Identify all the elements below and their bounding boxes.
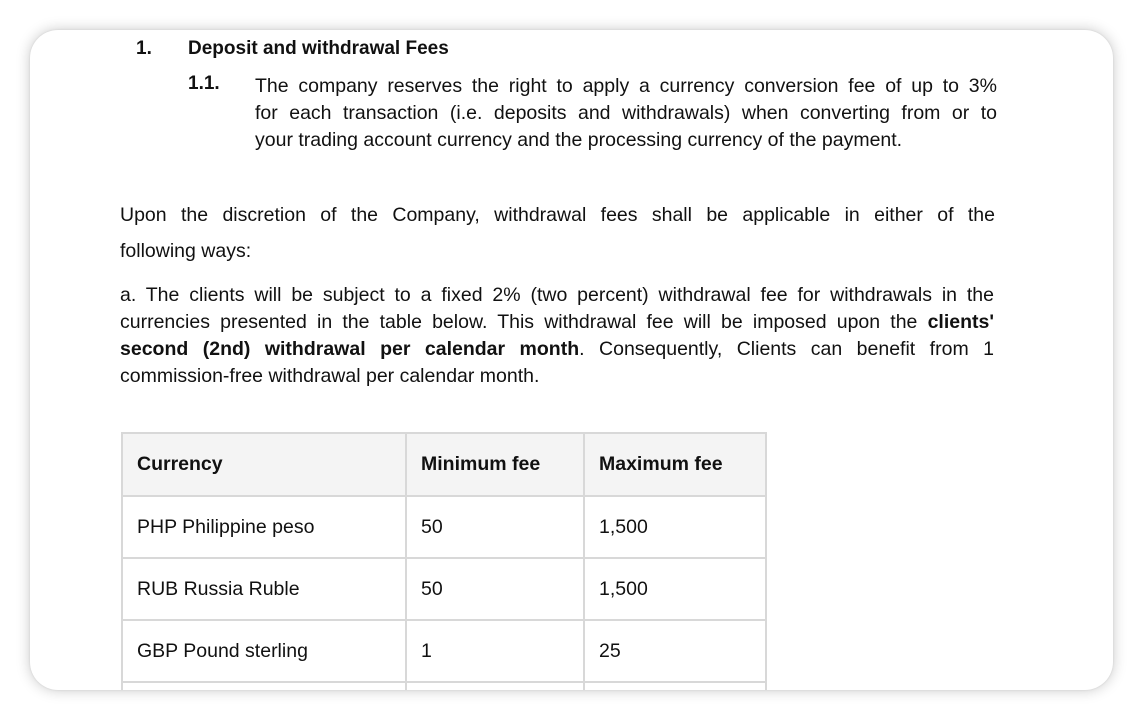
subsection-line: your trading account currency and the processing currency of the payment. xyxy=(255,129,903,151)
table-row xyxy=(122,496,766,558)
table-header-row xyxy=(122,433,766,496)
subsection-number: 1.1. xyxy=(188,73,220,94)
paragraph-line: commission-free withdrawal per calendar month. xyxy=(120,365,540,387)
paragraph-line: a. The clients will be subject to a fixed 2% (two percent) withdrawal fee for withdrawals in the xyxy=(120,284,994,306)
fixed-fee-paragraph xyxy=(120,282,994,390)
column-header-minimum-fee: Minimum fee xyxy=(406,433,584,496)
paragraph-text: . Consequently, Clients can benefit from 1 xyxy=(579,338,994,360)
table-row-partial xyxy=(122,682,766,690)
table-row xyxy=(122,558,766,620)
withdrawal-fee-table xyxy=(121,432,767,690)
cell-empty xyxy=(122,682,406,690)
cell-maximum-fee: 25 xyxy=(584,620,766,682)
document-page xyxy=(30,30,1113,690)
paragraph-bold-text: second (2nd) withdrawal per calendar month xyxy=(120,338,580,360)
cell-empty xyxy=(584,682,766,690)
paragraph-line: following ways: xyxy=(120,240,252,262)
column-header-maximum-fee: Maximum fee xyxy=(584,433,766,496)
cell-currency: RUB Russia Ruble xyxy=(122,558,406,620)
section-title: Deposit and withdrawal Fees xyxy=(188,38,449,59)
cell-maximum-fee: 1,500 xyxy=(584,496,766,558)
cell-empty xyxy=(406,682,584,690)
cell-minimum-fee: 50 xyxy=(406,496,584,558)
table-row xyxy=(122,620,766,682)
cell-maximum-fee: 1,500 xyxy=(584,558,766,620)
column-header-currency: Currency xyxy=(122,433,406,496)
paragraph-line: Upon the discretion of the Company, withdrawal fees shall be applicable in either of the xyxy=(120,204,995,226)
cell-currency: GBP Pound sterling xyxy=(122,620,406,682)
paragraph-text: currencies presented in the table below. This withdrawal fee will be imposed upon the xyxy=(120,311,928,333)
discretion-paragraph xyxy=(120,197,995,269)
document-frame xyxy=(30,30,1113,690)
paragraph-line xyxy=(120,336,994,363)
cell-minimum-fee: 50 xyxy=(406,558,584,620)
paragraph-bold-text: clients' xyxy=(927,311,994,333)
subsection-text xyxy=(255,73,997,154)
cell-minimum-fee: 1 xyxy=(406,620,584,682)
section-number: 1. xyxy=(136,38,152,59)
subsection-line: for each transaction (i.e. deposits and withdrawals) when converting from or to xyxy=(255,102,997,124)
subsection-line: The company reserves the right to apply a currency conversion fee of up to 3% xyxy=(255,75,997,97)
cell-currency: PHP Philippine peso xyxy=(122,496,406,558)
paragraph-line xyxy=(120,309,994,336)
